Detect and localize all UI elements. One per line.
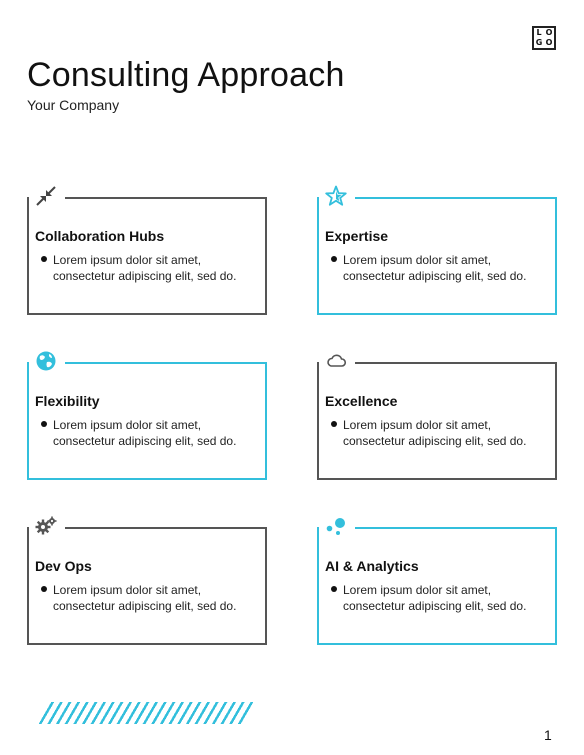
card-top-border — [355, 362, 557, 364]
card-top-border — [355, 527, 557, 529]
bullet-dot — [41, 586, 47, 592]
card-body-text: Lorem ipsum dolor sit amet, consectetur adipiscing elit, sed do. — [53, 583, 237, 613]
card-body-text: Lorem ipsum dolor sit amet, consectetur adipiscing elit, sed do. — [343, 253, 527, 283]
globe-icon — [35, 350, 57, 372]
card-top-border — [65, 197, 267, 199]
card-ai-analytics — [317, 527, 557, 645]
card-heading: Flexibility — [35, 393, 100, 409]
card-body-text: Lorem ipsum dolor sit amet, consectetur adipiscing elit, sed do. — [53, 253, 237, 283]
logo-letter: O — [545, 38, 553, 47]
page-subtitle: Your Company — [27, 97, 120, 113]
cloud-icon — [325, 350, 347, 372]
page-number: 1 — [544, 727, 552, 743]
bullet-dot — [331, 421, 337, 427]
card-heading: Excellence — [325, 393, 398, 409]
logo — [532, 26, 556, 50]
dots-icon — [325, 515, 347, 537]
card-heading: Expertise — [325, 228, 389, 244]
card-body-text: Lorem ipsum dolor sit amet, consectetur adipiscing elit, sed do. — [343, 418, 527, 448]
logo-letter: G — [535, 38, 543, 47]
card-body-text: Lorem ipsum dolor sit amet, consectetur adipiscing elit, sed do. — [53, 418, 237, 448]
star-icon — [325, 185, 347, 207]
bullet-dot — [331, 586, 337, 592]
card-heading: AI & Analytics — [325, 558, 419, 574]
page-title: Consulting Approach — [27, 56, 345, 94]
card-excellence — [317, 362, 557, 480]
logo-letter: L — [536, 28, 542, 37]
card-body-text: Lorem ipsum dolor sit amet, consectetur adipiscing elit, sed do. — [343, 583, 527, 613]
card-expertise — [317, 197, 557, 315]
card-heading: Collaboration Hubs — [35, 228, 165, 244]
card-collaboration-hubs — [27, 197, 267, 315]
logo-letter: O — [545, 28, 553, 37]
card-heading: Dev Ops — [35, 558, 92, 574]
card-dev-ops — [27, 527, 267, 645]
card-top-border — [65, 362, 267, 364]
collapse-arrows-icon — [35, 185, 57, 207]
gears-icon — [35, 515, 57, 537]
card-top-border — [355, 197, 557, 199]
bullet-dot — [41, 256, 47, 262]
decorative-stripes — [34, 702, 256, 724]
card-top-border — [65, 527, 267, 529]
card-flexibility — [27, 362, 267, 480]
bullet-dot — [331, 256, 337, 262]
bullet-dot — [41, 421, 47, 427]
